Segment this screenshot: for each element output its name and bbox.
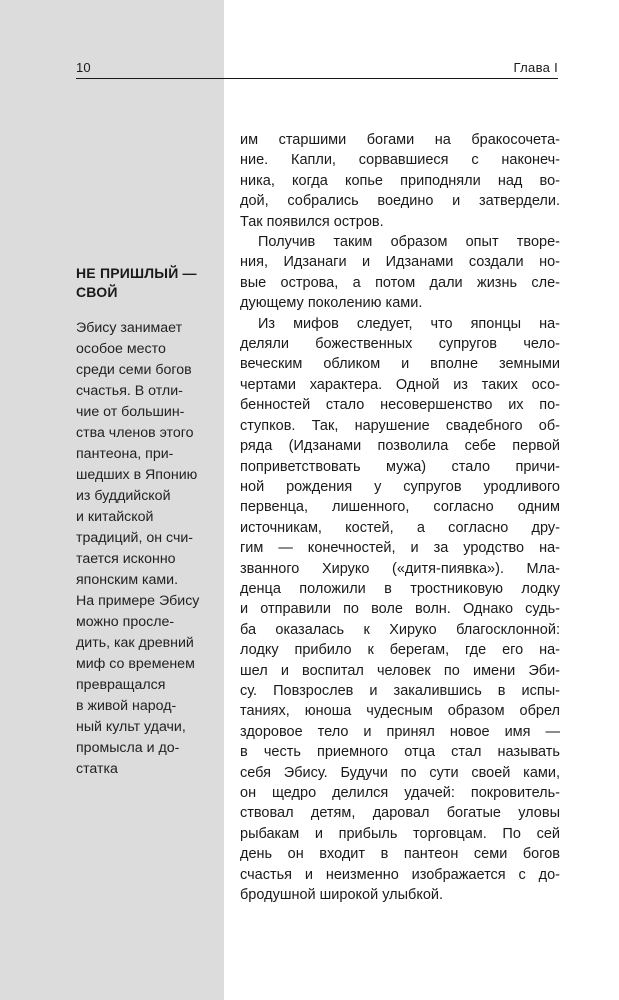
body-text-line: ряда (Идзанами позволила себе первой (240, 438, 560, 455)
body-text-line: Получив таким образом опыт творе- (258, 234, 560, 251)
sidebar-text-line: особое место (76, 341, 166, 357)
body-text-line: веческим обликом и вполне земными (240, 356, 560, 373)
body-text-line: ба оказалась к Хируко благосклонной: (240, 621, 560, 638)
body-text-line: Из мифов следует, что японцы на- (258, 315, 560, 332)
body-text-line: чертами характера. Одной из таких осо- (240, 376, 560, 393)
body-text-line: в честь приемного отца стал называть (240, 744, 560, 761)
sidebar-text-line: ства членов этого (76, 425, 194, 441)
body-text-line: здоровое тело и принял новое имя — (240, 723, 560, 740)
sidebar-note (76, 264, 214, 780)
body-text-line: рыбакам и прибыль торговцам. По сей (240, 825, 560, 842)
body-text-line: су. Повзрослев и закалившись в испы- (240, 682, 560, 699)
body-text-line: счастья и неизменно изображается с до- (240, 866, 560, 883)
sidebar-text-line: превращался (76, 677, 166, 693)
sidebar-heading-line: СВОЙ (76, 284, 118, 300)
sidebar-text-line: можно просле- (76, 614, 175, 630)
body-text-line: ника, когда копье приподняли над во- (240, 172, 560, 189)
sidebar-text (76, 318, 214, 780)
body-text-line: день он входит в пантеон семи богов (240, 846, 560, 863)
body-text-line: ступков. Так, нарушение свадебного об- (240, 417, 560, 434)
main-text (240, 130, 560, 905)
sidebar-text-line: и китайской (76, 509, 154, 525)
body-text-line: гим — конечностей, и за уродство на- (240, 540, 560, 557)
sidebar-text-line: среди семи богов (76, 362, 192, 378)
body-text-line: вые острова, а потом дали жизнь сле- (240, 274, 560, 291)
body-text-line: поприветствовать мужа) стало причи- (240, 458, 560, 475)
sidebar-text-line: чие от большин- (76, 404, 185, 420)
sidebar-text-line: счастья. В отли- (76, 383, 183, 399)
sidebar-text-line: из буддийской (76, 488, 171, 504)
sidebar-text-line: в живой народ- (76, 698, 177, 714)
sidebar-text-line: шедших в Японию (76, 467, 198, 483)
body-text-line: дующему поколению ками. (240, 295, 423, 312)
sidebar-text-line: Эбису занимает (76, 320, 183, 336)
body-text-line: дой, собрались воедино и затвердели. (240, 193, 560, 210)
body-text-line: Так появился остров. (240, 213, 384, 230)
body-text-line: ния, Идзанаги и Идзанами создали но- (240, 254, 560, 271)
body-text-line: ние. Капли, сорвавшиеся с наконеч- (240, 152, 560, 169)
body-text-line: шел и воспитал человек по имени Эби- (240, 662, 560, 679)
body-text-line: лодку прибило к берегам, где его на- (240, 642, 560, 659)
body-text-line: им старшими богами на бракосочета- (240, 132, 560, 148)
sidebar-text-line: японским ками. (76, 572, 179, 588)
sidebar-heading-line: НЕ ПРИШЛЫЙ — (76, 265, 197, 281)
body-text-line: званного Хируко («дитя-пиявка»). Мла- (240, 560, 560, 577)
sidebar-text-line: миф со временем (76, 656, 195, 672)
body-text-line: деляли божественных супругов чело- (240, 336, 560, 353)
sidebar-heading (76, 264, 214, 302)
sidebar-text-line: тается исконно (76, 551, 176, 567)
body-text-line: денца положили в тростниковую лодку (240, 580, 560, 597)
body-text-line: ной рождения у супругов уродливого (240, 478, 560, 495)
sidebar-text-line: традиций, он счи- (76, 530, 193, 546)
body-text-line: таниях, юноша чудесным образом обрел (240, 703, 560, 720)
sidebar-text-line: ный культ удачи, (76, 719, 186, 735)
sidebar-text-line: промысла и до- (76, 740, 180, 756)
body-text-line: и отправили по воле волн. Однако судь- (240, 601, 560, 618)
sidebar-text-line: статка (76, 761, 118, 777)
body-text-line: ствовал детям, даровал богатые уловы (240, 805, 560, 822)
page-number: 10 (76, 60, 91, 75)
sidebar-text-line: дить, как древний (76, 635, 194, 651)
body-text-line: бродушной широкой улыбкой. (240, 887, 444, 904)
body-text-line: бенностей стало несовершенство их по- (240, 397, 560, 414)
body-text-line: себя Эбису. Будучи по сути своей ками, (240, 764, 560, 781)
body-text-line: он щедро делился удачей: покровитель- (240, 785, 560, 801)
chapter-title: Глава I (513, 60, 558, 75)
running-header (76, 58, 558, 79)
body-text-line: первенца, лишенного, согласно одним (240, 499, 560, 516)
sidebar-text-line: На примере Эбису (76, 593, 200, 609)
sidebar-text-line: пантеона, при- (76, 446, 174, 462)
body-text-line: источникам, костей, а согласно дру- (240, 519, 560, 536)
